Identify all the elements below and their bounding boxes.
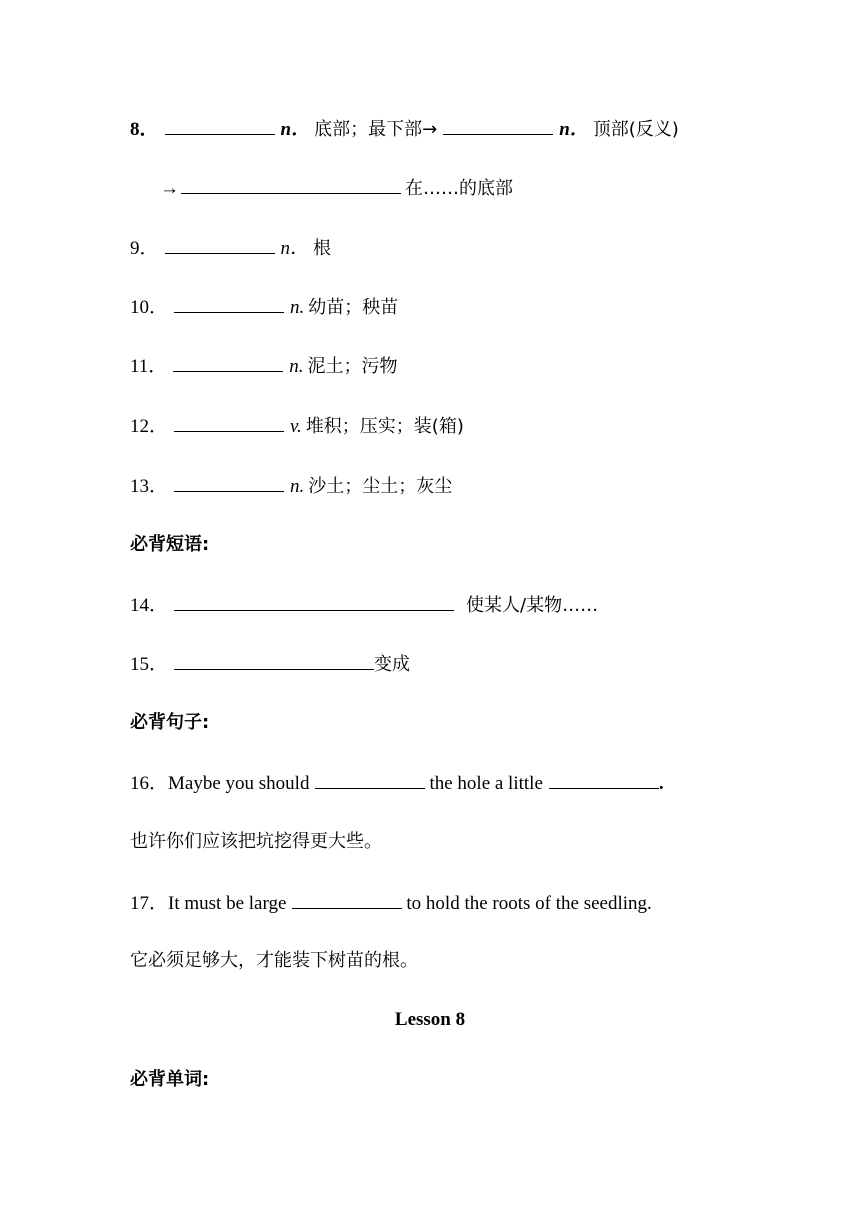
item-number: 12． [130,416,169,437]
arrow: → [160,178,179,199]
part-of-speech: v. [290,416,302,437]
item-number: 13． [130,476,169,497]
part-of-speech: n. [290,297,305,318]
words-heading: 必背单词: [130,1069,210,1090]
sentence-end: . [658,773,664,794]
item-12 [130,413,464,439]
sentence-text: to hold the roots of the seedling. [406,893,652,914]
item-number: 8． [130,119,159,140]
meaning: 变成 [374,654,411,675]
item-13 [130,473,452,499]
answer-blank[interactable] [173,353,283,372]
answer-blank[interactable] [315,770,425,789]
answer-blank[interactable] [292,890,402,909]
part-of-speech: n. [290,476,305,497]
item-number: 17． [130,893,169,914]
meaning: 根 [313,238,332,259]
phrases-heading: 必背短语: [130,534,210,555]
meaning: 在……的底部 [405,178,513,199]
part-of-speech: n． [559,119,589,140]
answer-blank[interactable] [443,116,553,135]
answer-blank[interactable] [165,235,275,254]
item-number: 15． [130,654,169,675]
sentence-text: It must be large [168,893,287,914]
answer-blank[interactable] [549,770,659,789]
item-number: 11． [130,356,168,377]
answer-blank[interactable] [174,473,284,492]
item-15 [130,651,410,677]
part-of-speech: n. [289,356,304,377]
item-9 [130,235,331,261]
answer-blank[interactable] [181,175,401,194]
meaning: 泥土；污物 [307,356,398,377]
item-16 [130,770,664,796]
translation-17: 它必须足够大，才能装下树苗的根。 [130,950,418,971]
answer-blank[interactable] [174,413,284,432]
answer-blank[interactable] [174,592,454,611]
lesson-title: Lesson 8 [394,1009,466,1030]
sentences-heading: 必背句子: [130,712,210,733]
item-10 [130,294,398,320]
meaning: 堆积；压实；装(箱) [305,416,464,437]
meaning: 沙土；尘土；灰尘 [308,476,453,497]
item-17 [130,890,652,916]
answer-blank[interactable] [165,116,275,135]
meaning: 使某人/某物…… [466,595,599,616]
item-number: 10． [130,297,169,318]
item-8 [130,116,679,142]
sentence-text: the hole a little [429,773,543,794]
answer-blank[interactable] [174,294,284,313]
sentence-text: Maybe you should [168,773,310,794]
item-8-phrase [160,175,513,201]
item-11 [130,353,398,379]
item-number: 9． [130,238,159,259]
meaning: 顶部(反义) [592,119,679,140]
answer-blank[interactable] [174,651,374,670]
translation-16: 也许你们应该把坑挖得更大些。 [130,831,382,852]
part-of-speech: n． [280,119,311,140]
part-of-speech: n． [280,238,310,259]
item-number: 14． [130,595,169,616]
item-14 [130,592,598,618]
meaning: 底部；最下部→ [314,119,438,140]
item-number: 16． [130,773,169,794]
meaning: 幼苗；秧苗 [308,297,399,318]
